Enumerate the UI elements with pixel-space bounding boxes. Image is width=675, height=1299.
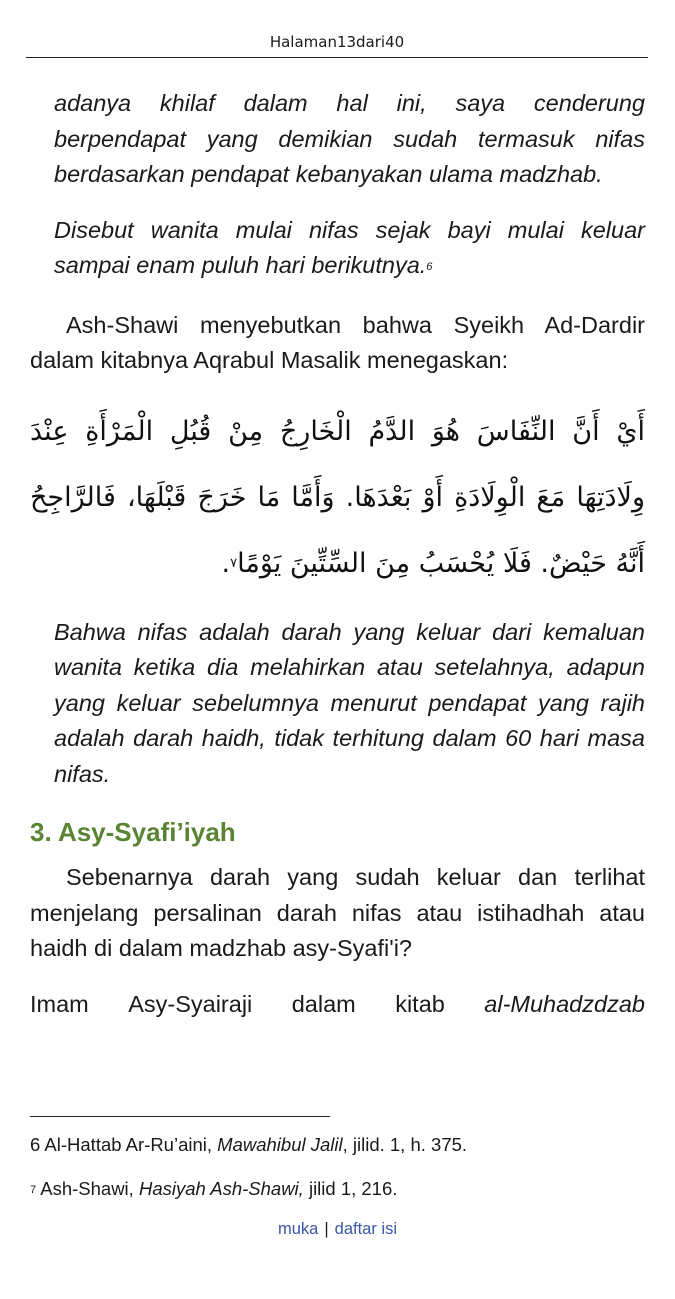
book-title-muhadzdzab: al-Muhadzdzab	[484, 990, 645, 1017]
footnote-6-after: , jilid. 1, h. 375.	[342, 1134, 468, 1155]
quote-1-text: adanya khilaf dalam hal ini, saya cenderung berpendapat yang demikian sudah termasuk nifas berdasarkan pendapat kebanyakan ulama madzhab.	[54, 90, 645, 187]
footnote-6	[30, 1133, 467, 1157]
page-number-label: Halaman13dari40	[269, 33, 405, 51]
paragraph-1-text: Ash-Shawi menyebutkan bahwa Syeikh Ad-Dardir dalam kitabnya Aqrabul Masalik menegaskan:	[30, 311, 645, 373]
word-3: dalam	[291, 990, 356, 1017]
translation-quote-2	[54, 213, 645, 284]
footnote-6-title: Mawahibul Jalil	[217, 1134, 343, 1155]
footnote-ref-7[interactable]: ٧	[230, 555, 238, 571]
footnote-7-number: 7	[30, 1184, 37, 1196]
footnote-divider	[30, 1116, 330, 1117]
footnote-6-number: 6	[30, 1134, 41, 1155]
footnote-7	[30, 1177, 397, 1201]
arabic-quotation	[30, 399, 645, 597]
quote-3-text: Bahwa nifas adalah darah yang keluar dari kemaluan wanita ketika dia melahirkan atau setelahnya, adapun yang keluar sebelumnya menurut pendapat yang rajih adalah darah haidh, tidak terhitung dalam 60 hari masa nifas.	[54, 618, 645, 787]
footnote-7-after: jilid 1, 216.	[303, 1178, 398, 1199]
footnote-ref-6[interactable]: 6	[426, 261, 433, 273]
home-link[interactable]: muka	[277, 1220, 319, 1238]
paragraph-imam-asy-syairaji	[30, 987, 645, 1023]
arabic-text: أَيْ أَنَّ النِّفَاسَ هُوَ الدَّمُ الْخَارِجُ مِنْ قُبُلِ الْمَرْأَةِ عِنْدَ وِلَادَتِهَا مَعَ الْوِلَادَةِ أَوْ بَعْدَهَا. وَأَمَّا مَا خَرَجَ قَبْلَهَا، فَالرَّاجِحُ أَنَّهُ حَيْضٌ. فَلَا يُحْسَبُ مِنَ السِّتِّينَ يَوْمًا	[30, 415, 645, 579]
word-4: kitab	[395, 990, 445, 1017]
page-header	[26, 30, 648, 58]
translation-quote-3	[54, 615, 645, 793]
footnote-7-title: Hasiyah Ash-Shawi,	[138, 1178, 304, 1199]
paragraph-ash-shawi	[30, 308, 645, 379]
table-of-contents-link[interactable]: daftar isi	[334, 1220, 397, 1238]
paragraph-2-text: Sebenarnya darah yang sudah keluar dan terlihat menjelang persalinan darah nifas atau istihadhah atau haidh di dalam madzhab asy-Syafi'i?	[30, 864, 645, 961]
paragraph-sebenarnya	[30, 860, 645, 967]
footnote-7-before: Ash-Shawi,	[36, 1178, 139, 1199]
word-2: Asy-Syairaji	[128, 990, 253, 1017]
quote-2-text: Disebut wanita mulai nifas sejak bayi mulai keluar sampai enam puluh hari berikutnya.	[54, 216, 645, 278]
nav-separator: |	[324, 1220, 329, 1238]
translation-quote-1	[54, 86, 645, 193]
footnote-6-before: Al-Hattab Ar-Ru’aini,	[44, 1134, 218, 1155]
section-heading-syafiiyah: 3. Asy-Syafi’iyah	[30, 817, 236, 847]
page-content	[30, 86, 645, 1022]
word-1: Imam	[30, 990, 89, 1017]
page-navigation	[0, 1217, 675, 1241]
arabic-end-mark: .	[221, 547, 231, 579]
